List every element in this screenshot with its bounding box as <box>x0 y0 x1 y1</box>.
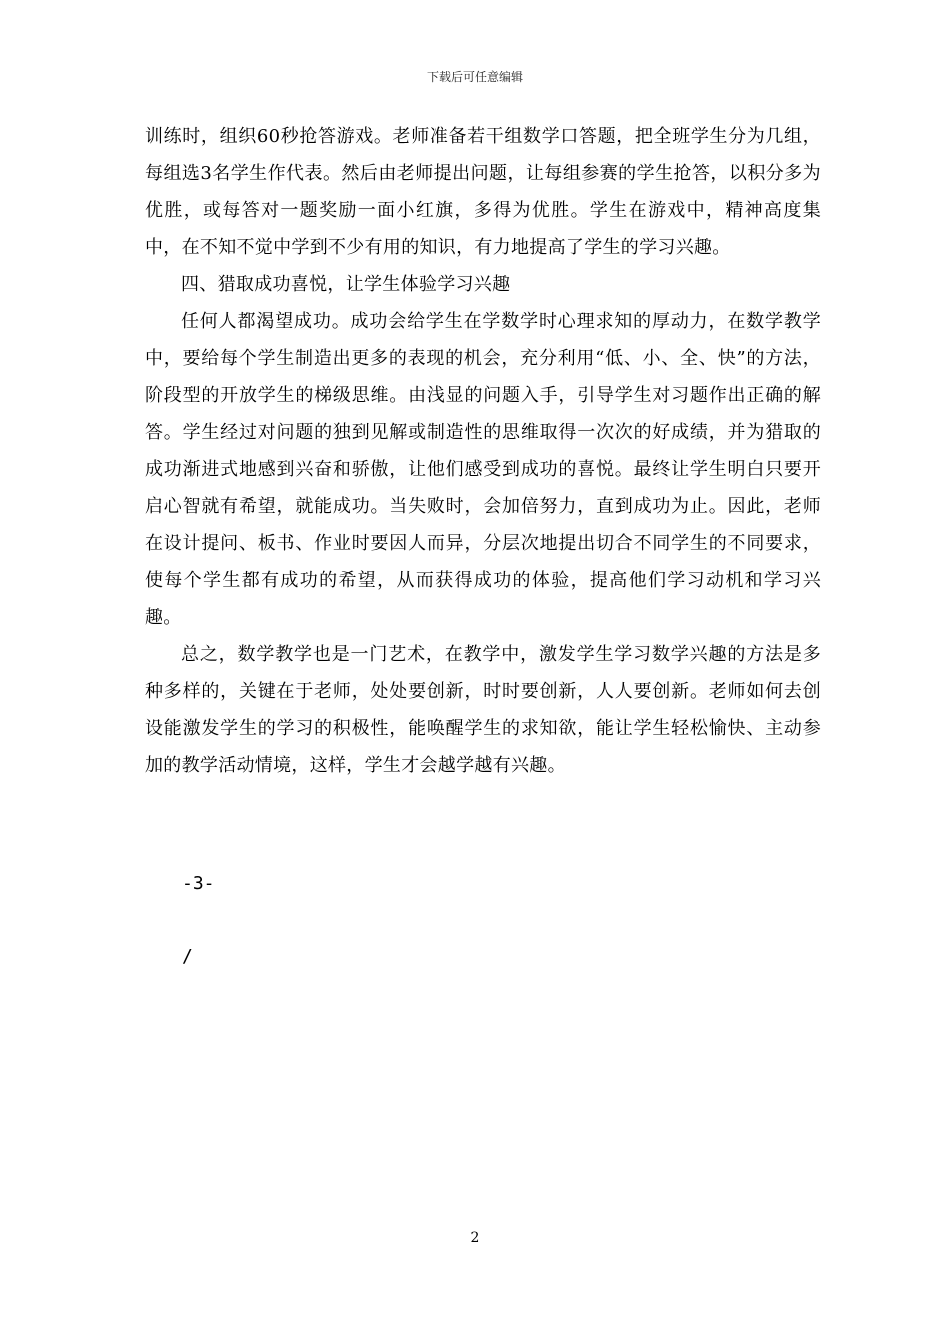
slash-marker: / <box>182 946 193 967</box>
page-number: 2 <box>470 1230 480 1246</box>
paragraph-success: 任何人都渴望成功。成功会给学生在学数学时心理求知的厚动力，在数学教学中，要给每个学生制造出更多的表现的机会，充分利用“低、小、全、快”的方法，阶段型的开放学生的梯级思维。由浅显的问题入手，引导学生对习题作出正确的解答。学生经过对问题的独到见解或制造性的思维取得一次次的好成绩，并为猎取的成功渐进式地感到兴奋和骄傲，让他们感受到成功的喜悦。最终让学生明白只要开启心智就有希望，就能成功。当失败时，会加倍努力，直到成功为止。因此，老师在设计提问、板书、作业时要因人而异，分层次地提出切合不同学生的不同要求，使每个学生都有成功的希望，从而获得成功的体验，提高他们学习动机和学习兴趣。 <box>145 311 821 628</box>
page-marker: -3- <box>182 873 215 894</box>
document-body <box>145 118 821 784</box>
paragraph-conclusion: 总之，数学教学也是一门艺术，在教学中，激发学生学习数学兴趣的方法是多种多样的，关键在于老师，处处要创新，时时要创新，人人要创新。老师如何去创设能激发学生的学习的积极性，能唤醒学生的求知欲，能让学生轻松愉快、主动参加的教学活动情境，这样，学生才会越学越有兴趣。 <box>145 644 821 776</box>
paragraph-game-training: 训练时，组织60秒抢答游戏。老师准备若干组数学口答题，把全班学生分为几组，每组选3名学生作代表。然后由老师提出问题，让每组参赛的学生抢答，以积分多为优胜，或每答对一题奖励一面小红旗，多得为优胜。学生在游戏中，精神高度集中，在不知不觉中学到不少有用的知识，有力地提高了学生的学习兴趣。 <box>145 126 821 258</box>
page-header: 下载后可任意编辑 <box>426 70 523 84</box>
section-heading-success: 四、猎取成功喜悦，让学生体验学习兴趣 <box>181 274 511 295</box>
